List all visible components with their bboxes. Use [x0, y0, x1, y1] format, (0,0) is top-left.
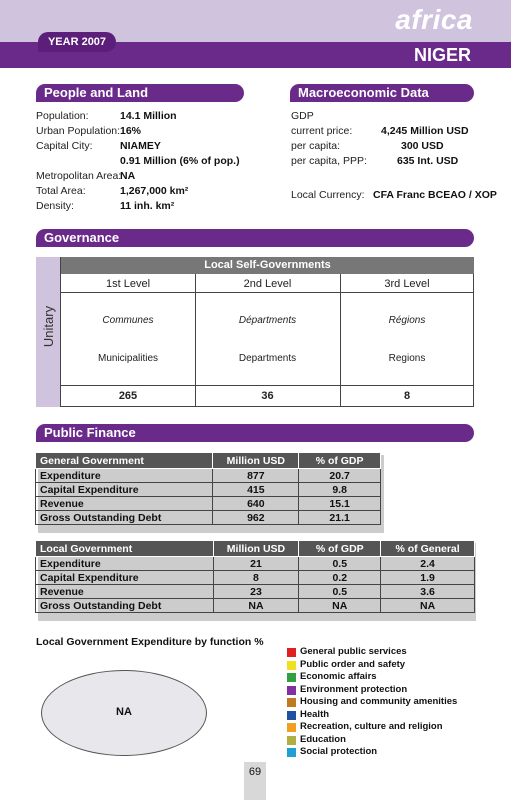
legend-swatch — [287, 698, 296, 707]
year-tab: YEAR 2007 — [38, 32, 116, 52]
level-3-english-name: Regions — [388, 353, 426, 364]
people-section-header: People and Land — [36, 84, 244, 102]
expenditure-legend — [287, 646, 497, 759]
macro-section-header: Macroeconomic Data — [290, 84, 474, 102]
level-1-local-name: Communes — [102, 315, 154, 326]
legend-item — [287, 646, 497, 659]
legend-item — [287, 696, 497, 709]
people-row: Total Area: 1,267,000 km² — [36, 185, 189, 197]
legend-swatch — [287, 673, 296, 682]
legend-swatch — [287, 648, 296, 657]
people-row: 0.91 Million (6% of pop.) — [120, 155, 240, 167]
legend-label: Public order and safety — [300, 658, 406, 670]
people-row: Density: 11 inh. km² — [36, 200, 175, 212]
table-row: Gross Outstanding Debt NA NA NA — [36, 599, 475, 613]
legend-swatch — [287, 736, 296, 745]
macro-row: per capita: 300 USD — [291, 140, 444, 152]
table-row: Revenue 640 15.1 — [36, 497, 381, 511]
pie-value: NA — [116, 706, 132, 718]
table-row: Capital Expenditure 415 9.8 — [36, 483, 381, 497]
level-1-english-name: Municipalities — [97, 353, 159, 364]
legend-swatch — [287, 723, 296, 732]
table-row: Capital Expenditure 8 0.2 1.9 — [36, 571, 475, 585]
legend-item — [287, 746, 497, 759]
governance-type: Unitary — [36, 257, 61, 407]
legend-label: Environment protection — [300, 683, 408, 695]
expenditure-title: Local Government Expenditure by function % — [36, 636, 264, 648]
macro-list — [291, 110, 491, 170]
legend-swatch — [287, 686, 296, 695]
level-2-header: 2nd Level — [243, 278, 292, 290]
legend-label: Education — [300, 733, 346, 745]
general-government-table — [35, 452, 381, 525]
people-row: Metropolitan Area: NA — [36, 170, 136, 182]
legend-item — [287, 709, 497, 722]
gdp-label: GDP — [291, 110, 314, 122]
legend-label: Housing and community amenities — [300, 696, 458, 707]
region-title: africa — [395, 4, 473, 35]
legend-swatch — [287, 748, 296, 757]
legend-swatch — [287, 661, 296, 670]
level-3-count: 8 — [403, 390, 411, 402]
legend-item — [287, 659, 497, 672]
level-2-english-name: Departments — [238, 353, 297, 364]
legend-label: Social protection — [300, 746, 378, 757]
expenditure-pie — [41, 670, 207, 756]
level-1-count: 265 — [118, 390, 138, 402]
table-row: Gross Outstanding Debt 962 21.1 — [36, 511, 381, 525]
level-3-local-name: Régions — [388, 315, 426, 326]
legend-item — [287, 734, 497, 747]
local-government-table — [35, 540, 475, 613]
macro-row: current price: 4,245 Million USD — [291, 125, 469, 137]
level-2-local-name: Départments — [238, 315, 297, 326]
legend-label: Recreation, culture and religion — [300, 721, 443, 732]
table-row: Expenditure 21 0.5 2.4 — [36, 557, 475, 571]
table-header-row: Local Government Million USD % of GDP % of General — [36, 541, 475, 557]
legend-label: General public services — [300, 646, 407, 657]
currency-row: Local Currency: CFA Franc BCEAO / XOP — [291, 189, 497, 201]
legend-item — [287, 721, 497, 734]
legend-swatch — [287, 711, 296, 720]
table-row: Revenue 23 0.5 3.6 — [36, 585, 475, 599]
people-row: Capital City: NIAMEY — [36, 140, 161, 152]
country-title: NIGER — [413, 45, 471, 65]
macro-row: per capita, PPP: 635 Int. USD — [291, 155, 459, 167]
legend-label: Health — [300, 708, 330, 720]
people-list — [36, 110, 276, 215]
finance-section-header: Public Finance — [36, 424, 474, 442]
table-header-row: General Government Million USD % of GDP — [36, 453, 381, 469]
people-row: Urban Population: 16% — [36, 125, 142, 137]
table-row: Expenditure 877 20.7 — [36, 469, 381, 483]
people-row: Population: 14.1 Million — [36, 110, 177, 122]
level-3-header: 3rd Level — [384, 278, 430, 290]
legend-item — [287, 671, 497, 684]
level-2-count: 36 — [261, 390, 274, 402]
page-number: 69 — [244, 762, 266, 800]
level-1-header: 1st Level — [105, 278, 151, 290]
legend-item — [287, 684, 497, 697]
governance-section-header: Governance — [36, 229, 474, 247]
legend-label: Economic affairs — [300, 671, 377, 682]
local-self-governments-header: Local Self-Governments — [61, 257, 474, 274]
